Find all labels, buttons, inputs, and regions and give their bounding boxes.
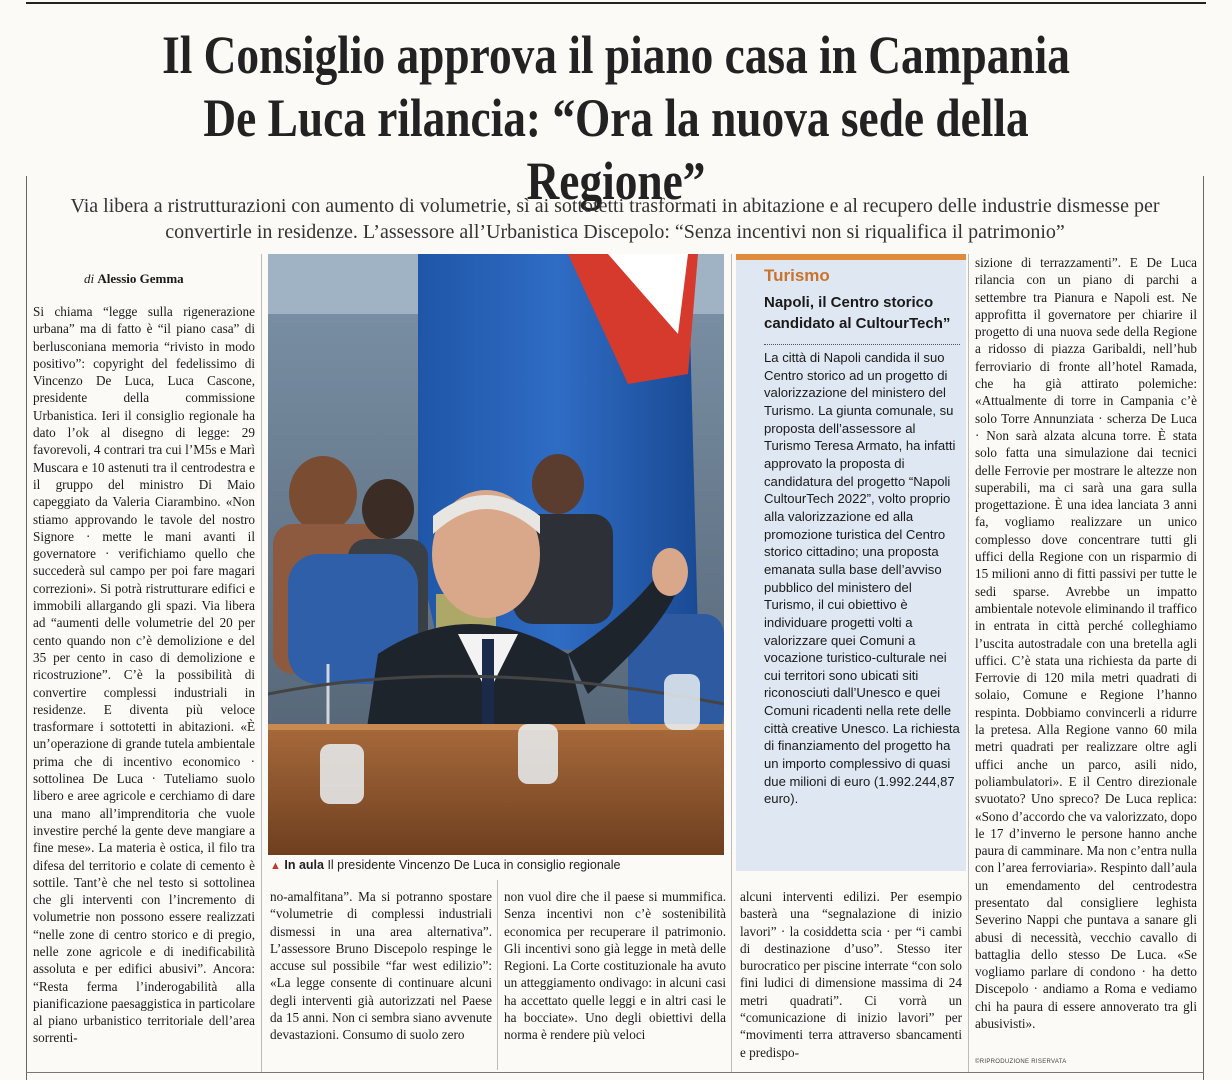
headline (124, 24, 1108, 214)
top-rule (26, 2, 1206, 4)
bottom-rule (26, 1072, 1204, 1073)
sidebar-accent-bar (736, 254, 966, 260)
sidebar-title: Napoli, il Centro storico candidato al CultourTech” (764, 294, 951, 332)
frame-right-rule (1203, 176, 1204, 1080)
column-2-text: no-amalfitana”. Ma si potranno spostare “volumetrie di complessi industriali dismessi in una area alternativa”. L’assessore Bruno Discepolo respinge le accuse sul possibile “far west edilizio”: «La legge consente di continuare alcuni degli interventi già autorizzati nel Paese da 15 anni. Non ci sembra siano avvenute devastazioni. Consumo di suolo zero (270, 889, 492, 1043)
sidebar-body: La città di Napoli candida il suo Centro storico ad un progetto di valorizzazione del ministero del Turismo. La giunta comunale, su proposta dell’assessore al Turismo Teresa Armato, ha infatti approvato la proposta di candidatura del progetto “Napoli CultourTech 2022”, volto proprio alla valorizzazione ed alla promozione turistica del Centro storico cittadino; una proposta emanata sulla base dell’avviso pubblico del ministero del Turismo, il cui obiettivo è individuare progetti volti a valorizzare quei Comuni a vocazione turistico-culturale nei cui territori sono ubicati siti riconosciuti dall’Unesco e quei Comuni ricadenti nella rete delle città creative Unesco. La richiesta di finanziamento del progetto ha un importo complessivo di quasi due milioni di euro (1.992.244,87 euro). (764, 350, 960, 807)
article-column-2 (270, 888, 492, 1074)
subheadline: Via libera a ristrutturazioni con aumento di volumetrie, sì ai sottotetti trasformati in abitazione e al recupero delle industrie dismesse per convertirle in residenze. L’assessore all’Urbanistica Discepolo: “Senza incentivi non si riqualifica il patrimonio” (70, 195, 1160, 243)
column-divider (968, 254, 969, 1072)
caption-label: In aula (284, 858, 324, 872)
byline (84, 271, 184, 287)
column-5-text: sizione di terrazzamenti”. E De Luca rilancia con un piano di parchi a settembre tra Pianura e Napoli est. Ne approfitta il governatore per chiarire il progetto di una nuova sede della Regione a ridosso di piazza Garibaldi, nell’hub ferroviario di fronte all’hotel Ramada, che ha già attirato polemiche: «Attualmente di torre in Campania c’è solo Torre Annunziata · scherza De Luca · Non sarà alzata alcuna torre. È stata solo fatta una simulazione dai tecnici delle Ferrovie per mostrare le altezze non superabili, ma ci sarà una gara sulla progettazione. È una idea lanciata 3 anni fa, vogliamo realizzare un unico complesso dove concentrare tutti gli uffici della Regione con un risparmio di 15 milioni anno di fitti passivi per tutte le sedi sparse. Avrebbe un impatto ambientale notevole eliminando il traffico in entrata in città perché colleghiamo l’uscita autostradale con una bretella agli uffici. C’è stata una richiesta da parte di Ferrovie di 120 mila metri quadrati di solaio, Comune e Regione l’hanno respinta. Dobbiamo convincerli a ridurre la pretesa. Alla Regione vanno 60 mila metri quadrati per realizzare oltre agli uffici anche un parco, asili nido, poliambulatori». E il Centro direzionale svuotato? Uno spreco? De Luca replica: «Sono d’accordo che va valorizzato, dopo le 17 d’inverno le persone hanno anche paura di camminare. Ma non c’entra nulla con l’area ferroviaria». Respinto dall’aula un emendamento del centrodestra presentato dal consigliere leghista Severino Nappi che puntava a sanare gli abusi di necessità, vecchio cavallo di battaglia dello stesso De Luca. «Se vogliamo parlare di condono · ha detto Discepolo · andiamo a Roma e vediamo chi ha paura di essere annoverato tra gli abusivisti». (975, 255, 1197, 1032)
caption-triangle-icon: ▲ (270, 860, 281, 872)
headline-line-1: Il Consiglio approva il piano casa in Campania (162, 25, 1070, 85)
column-divider (261, 254, 262, 1072)
photo-caption (270, 858, 730, 872)
column-divider (497, 880, 498, 1070)
photo-illustration (268, 254, 724, 855)
caption-text: Il presidente Vincenzo De Luca in consiglio regionale (327, 858, 621, 872)
copyright-notice: ©RIPRODUZIONE RISERVATA (975, 1059, 1067, 1065)
article-column-5 (975, 254, 1197, 1054)
article-column-1 (33, 303, 255, 1071)
sidebar-box (736, 254, 966, 871)
article-photo (268, 254, 724, 855)
column-1-text: Si chiama “legge sulla rigenerazione urbana” ma di fatto è “il piano casa” di berlusconiana memoria “rivisto in modo positivo”: copyright del fedelissimo di Vincenzo De Luca, Luca Cascone, presidente della commissione Urbanistica. Ieri il consiglio regionale ha dato l’ok al disegno di legge: 29 favorevoli, 4 contrari tra cui l’M5s e Marì Muscara e 10 astenuti tra il centrodestra e il gruppo del ministro Di Maio capeggiato da Valeria Ciarambino. «Non stiamo approvando le tavole del nostro Signore · mette le mani avanti il governatore · verifichiamo quello che succederà sul campo per poi fare magari correzioni». Si potrà ristrutturare edifici e immobili allargando gli spazi. Via libera ad “aumenti delle volumetrie del 20 per cento quando non c’è demolizione e del 35 per cento in caso di demolizione e ricostruzione”. C’è la possibilità di convertire complessi industriali in residenze. E diventa più veloce trasformare i sottotetti in abitazioni. «È un’operazione di grande tutela ambientale prima che di incentivo economico · sottolinea De Luca · Tuteliamo suolo libero e aree agricole e cerchiamo di dare una mano all’imprenditoria che vuole investire perché la gente deve mangiare a fine mese». La materia è ostica, il filo tra difesa del territorio e colate di cemento è sottile. Tant’è che nel testo si sottolinea che gli interventi con l’incremento di volumetrie non possono essere realizzati “nelle zone di centro storico e di pregio, nelle zone agricole e di inedificabilità assoluta e per edifici abusivi”. Ancora: “Resta ferma l’inderogabilità alla pianificazione paesaggistica in particolare al piano urbanistico territoriale dell’area sorrenti- (33, 304, 255, 1046)
byline-prefix: di (84, 271, 95, 286)
headline-line-2: De Luca rilancia: “Ora la nuova sede della Regione” (203, 88, 1029, 212)
article-column-4 (740, 888, 962, 1074)
sidebar-separator (764, 344, 960, 345)
sidebar-kicker: Turismo (764, 266, 830, 285)
frame-left-rule (26, 176, 27, 1080)
column-divider (731, 254, 732, 1072)
column-4-text: alcuni interventi edilizi. Per esempio basterà una “segnalazione di inizio lavori” · la cosiddetta scia · per “i cambi di destinazione d’uso”. Stesso iter burocratico per piscine interrate “con solo fini ludici di dimensione massima di 24 metri quadrati”. Ci vorrà un “comunicazione di inizio lavori” per “movimenti terra attraverso sbancamenti e predispo- (740, 889, 962, 1060)
author-name: Alessio Gemma (97, 271, 184, 286)
article-column-3 (504, 888, 726, 1074)
column-3-text: non vuol dire che il paese si mummifica. Senza incentivi non c’è sostenibilità economica per recuperare il patrimonio. Gli incentivi sono già legge in metà delle Regioni. La Corte costituzionale ha avuto un atteggiamento ondivago: in alcuni casi ha accettato quelle leggi e in altri casi le ha bocciate». Uno degli obiettivi della norma è rendere più veloci (504, 889, 726, 1043)
